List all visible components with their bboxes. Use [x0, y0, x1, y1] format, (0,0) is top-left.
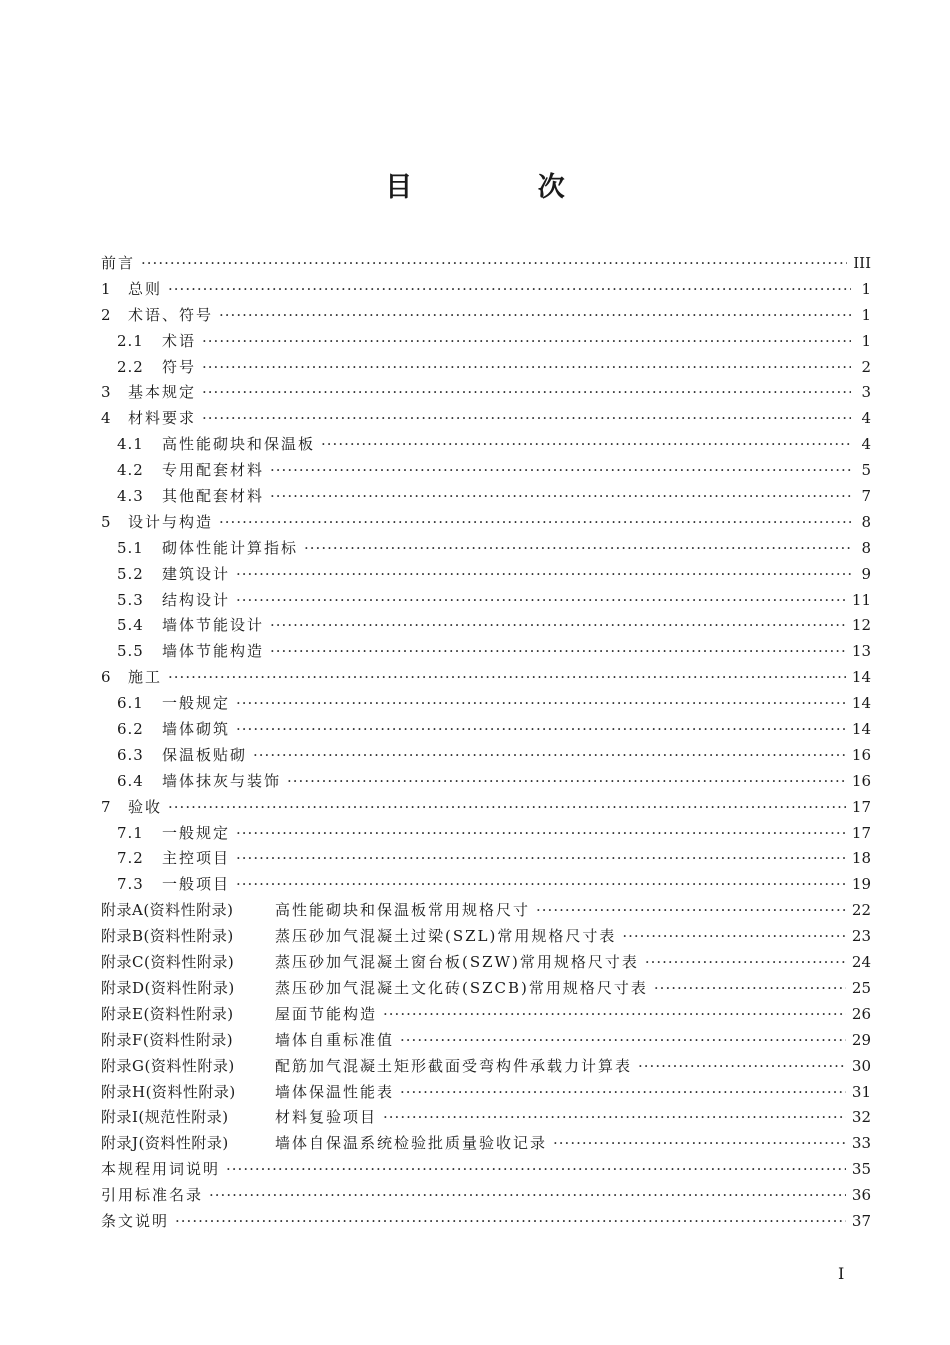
dot-leader [270, 613, 846, 639]
page-title: 目 次 [385, 172, 623, 203]
toc-subentry[interactable] [101, 355, 871, 381]
toc-entry-text: 建筑设计 [162, 564, 231, 583]
toc-appendix-i[interactable] [101, 1105, 871, 1131]
toc-entry-page: 19 [851, 875, 871, 894]
toc-subentry[interactable] [101, 458, 871, 484]
toc-entry-text: 验收 [128, 797, 163, 816]
toc-entry-text: 蒸压砂加气混凝土过梁(SZL)常用规格尺寸表 [275, 927, 617, 946]
dot-leader [141, 251, 847, 277]
toc-entry-text: 保温板贴砌 [162, 745, 248, 764]
dot-leader [400, 1028, 846, 1054]
toc-entry-page: 29 [851, 1030, 871, 1049]
toc-entry-number: 4 [101, 409, 112, 428]
toc-entry-number: 2.1 [117, 331, 144, 350]
toc-entry-text: 专用配套材料 [162, 461, 265, 480]
toc-entry-text: 条文说明 [101, 1211, 170, 1230]
dot-leader [270, 458, 851, 484]
toc-entry-page: 11 [851, 590, 871, 609]
dot-leader [168, 665, 846, 691]
dot-leader [304, 536, 851, 562]
toc-subentry[interactable] [101, 613, 871, 639]
toc-entry-text: 高性能砌块和保温板 [162, 435, 316, 454]
toc-appendix-label: 附录H(资料性附录) [101, 1082, 236, 1101]
dot-leader [321, 432, 851, 458]
toc-entry-text: 一般项目 [162, 875, 231, 894]
toc-appendix-d[interactable] [101, 976, 871, 1002]
toc-appendix-b[interactable] [101, 924, 871, 950]
toc-subentry[interactable] [101, 484, 871, 510]
toc-entry-page: 24 [851, 953, 871, 972]
toc-entry-page: 17 [851, 823, 871, 842]
toc-entry-number: 6 [101, 668, 112, 687]
toc-appendix-label: 附录C(资料性附录) [101, 953, 235, 972]
toc-entry-number: 7.2 [117, 849, 144, 868]
toc-entry-page: 1 [861, 331, 871, 350]
toc-entry-page: 5 [861, 461, 871, 480]
toc-appendix-label: 附录J(资料性附录) [101, 1134, 229, 1153]
dot-leader [553, 1131, 846, 1157]
toc-entry-number: 4.1 [117, 435, 144, 454]
toc-appendix-label: 附录D(资料性附录) [101, 978, 235, 997]
dot-leader [226, 1157, 846, 1183]
toc-entry-page: 4 [861, 409, 871, 428]
toc-entry-referenced-standards[interactable] [101, 1183, 871, 1209]
toc-entry-text: 墙体节能设计 [162, 616, 265, 635]
toc-entry-text: 材料复验项目 [275, 1108, 378, 1127]
dot-leader [270, 639, 846, 665]
toc-entry-text: 蒸压砂加气混凝土窗台板(SZW)常用规格尺寸表 [275, 953, 639, 972]
toc-entry[interactable] [101, 510, 871, 536]
toc-entry-text: 术语、符号 [128, 305, 214, 324]
toc-entry-text: 结构设计 [162, 590, 231, 609]
toc-entry-page: 14 [851, 668, 871, 687]
toc-subentry[interactable] [101, 872, 871, 898]
toc-subentry[interactable] [101, 329, 871, 355]
toc-entry-page: 22 [851, 901, 871, 920]
toc-entry-number: 3 [101, 383, 112, 402]
toc-appendix-c[interactable] [101, 950, 871, 976]
dot-leader [287, 769, 846, 795]
toc-entry-page: 35 [851, 1160, 871, 1179]
dot-leader [168, 277, 851, 303]
toc-entry-page: 14 [851, 720, 871, 739]
toc-entry-page: 31 [851, 1082, 871, 1101]
toc-entry-number: 6.2 [117, 720, 144, 739]
dot-leader [383, 1105, 846, 1131]
toc-subentry[interactable] [101, 743, 871, 769]
toc-entry-text: 砌体性能计算指标 [162, 538, 299, 557]
toc-subentry[interactable] [101, 588, 871, 614]
toc-entry-page: 37 [851, 1211, 871, 1230]
toc-entry-page: 26 [851, 1004, 871, 1023]
toc-entry-page: 36 [851, 1186, 871, 1205]
dot-leader [236, 846, 846, 872]
dot-leader [383, 1002, 846, 1028]
toc-entry-number: 1 [101, 279, 112, 298]
dot-leader [209, 1183, 846, 1209]
toc-entry-text: 前言 [101, 254, 136, 272]
toc-appendix-h[interactable] [101, 1080, 871, 1106]
dot-leader [253, 743, 846, 769]
toc-entry-page: 25 [851, 978, 871, 997]
dot-leader [219, 510, 851, 536]
toc-entry-text: 墙体自保温系统检验批质量验收记录 [275, 1134, 548, 1153]
toc-entry-page: 1 [861, 279, 871, 298]
dot-leader [202, 406, 851, 432]
dot-leader [236, 691, 846, 717]
toc-appendix-g[interactable] [101, 1054, 871, 1080]
toc-appendix-j[interactable] [101, 1131, 871, 1157]
toc-subentry[interactable] [101, 691, 871, 717]
toc-entry-text: 符号 [162, 357, 197, 376]
toc-entry-text: 引用标准名录 [101, 1186, 204, 1205]
page-number: I [838, 1264, 845, 1283]
toc-entry-text: 本规程用词说明 [101, 1160, 221, 1179]
toc-entry-number: 5.2 [117, 564, 144, 583]
dot-leader [202, 355, 851, 381]
toc-entry-page: 4 [861, 435, 871, 454]
toc-entry-clause-explanation[interactable] [101, 1209, 871, 1235]
toc-entry-text: 墙体抹灰与装饰 [162, 771, 282, 790]
toc-entry-text: 墙体保温性能表 [275, 1082, 395, 1101]
toc-entry-wording-explanation[interactable] [101, 1157, 871, 1183]
toc-appendix-label: 附录B(资料性附录) [101, 927, 234, 946]
toc-entry-text: 材料要求 [128, 409, 197, 428]
toc-entry-page: 8 [861, 512, 871, 531]
toc-entry-page: 30 [851, 1056, 871, 1075]
dot-leader [645, 950, 846, 976]
toc-entry-page: 12 [851, 616, 871, 635]
toc-entry-text: 其他配套材料 [162, 487, 265, 506]
toc-subentry[interactable] [101, 717, 871, 743]
dot-leader [400, 1080, 846, 1106]
toc-entry[interactable] [101, 406, 871, 432]
table-of-contents [101, 251, 871, 1235]
toc-entry-page: 13 [851, 642, 871, 661]
toc-entry-text: 一般规定 [162, 823, 231, 842]
toc-appendix-label: 附录A(资料性附录) [101, 901, 234, 920]
toc-entry-text: 配筋加气混凝土矩形截面受弯构件承载力计算表 [275, 1056, 633, 1075]
toc-subentry[interactable] [101, 562, 871, 588]
toc-entry-number: 5.3 [117, 590, 144, 609]
toc-entry-text: 蒸压砂加气混凝土文化砖(SZCB)常用规格尺寸表 [275, 978, 648, 997]
toc-subentry[interactable] [101, 769, 871, 795]
toc-subentry[interactable] [101, 821, 871, 847]
toc-appendix-a[interactable] [101, 898, 871, 924]
toc-entry-page: 23 [851, 927, 871, 946]
toc-appendix-label: 附录G(资料性附录) [101, 1056, 235, 1075]
dot-leader [219, 303, 851, 329]
dot-leader [270, 484, 851, 510]
toc-entry-text: 墙体自重标准值 [275, 1030, 395, 1049]
toc-entry-text: 屋面节能构造 [275, 1004, 378, 1023]
toc-entry-page: 16 [851, 745, 871, 764]
toc-entry-number: 4.3 [117, 487, 144, 506]
toc-entry-text: 术语 [162, 331, 197, 350]
toc-entry-text: 墙体节能构造 [162, 642, 265, 661]
toc-subentry[interactable] [101, 536, 871, 562]
toc-entry-number: 7.3 [117, 875, 144, 894]
toc-entry[interactable] [101, 303, 871, 329]
toc-entry-foreword[interactable] [101, 251, 871, 277]
toc-appendix-label: 附录F(资料性附录) [101, 1030, 234, 1049]
toc-entry-text: 高性能砌块和保温板常用规格尺寸 [275, 901, 531, 920]
dot-leader [202, 380, 851, 406]
toc-entry-page: 14 [851, 694, 871, 713]
dot-leader [175, 1209, 846, 1235]
toc-entry-page: 16 [851, 771, 871, 790]
toc-entry-text: 设计与构造 [128, 512, 214, 531]
toc-entry-number: 5 [101, 512, 112, 531]
toc-entry-number: 2.2 [117, 357, 144, 376]
toc-entry-page: 17 [851, 797, 871, 816]
toc-entry-page: 8 [861, 538, 871, 557]
toc-entry-page: 9 [861, 564, 871, 583]
toc-entry-number: 7 [101, 797, 112, 816]
toc-entry-page: 2 [861, 357, 871, 376]
toc-appendix-e[interactable] [101, 1002, 871, 1028]
toc-entry-number: 4.2 [117, 461, 144, 480]
toc-appendix-label: 附录E(资料性附录) [101, 1004, 234, 1023]
dot-leader [236, 588, 846, 614]
toc-entry-page: 7 [861, 487, 871, 506]
toc-appendix-label: 附录I(规范性附录) [101, 1108, 229, 1127]
toc-entry-number: 5.4 [117, 616, 144, 635]
toc-appendix-f[interactable] [101, 1028, 871, 1054]
toc-entry-page: 33 [851, 1134, 871, 1153]
dot-leader [236, 872, 846, 898]
toc-entry-number: 5.5 [117, 642, 144, 661]
toc-subentry[interactable] [101, 639, 871, 665]
toc-entry[interactable] [101, 795, 871, 821]
toc-entry-page: 3 [861, 383, 871, 402]
dot-leader [638, 1054, 846, 1080]
dot-leader [236, 717, 846, 743]
toc-entry-number: 6.3 [117, 745, 144, 764]
toc-entry-text: 基本规定 [128, 383, 197, 402]
toc-entry-number: 2 [101, 305, 112, 324]
toc-entry-number: 7.1 [117, 823, 144, 842]
dot-leader [236, 821, 846, 847]
toc-entry-text: 主控项目 [162, 849, 231, 868]
toc-entry-number: 5.1 [117, 538, 144, 557]
toc-subentry[interactable] [101, 432, 871, 458]
dot-leader [168, 795, 846, 821]
toc-entry-text: 总则 [128, 279, 163, 298]
dot-leader [536, 898, 846, 924]
toc-subentry[interactable] [101, 846, 871, 872]
toc-entry[interactable] [101, 665, 871, 691]
toc-entry-number: 6.1 [117, 694, 144, 713]
dot-leader [202, 329, 851, 355]
toc-entry-text: 施工 [128, 668, 163, 687]
toc-entry-page: 18 [851, 849, 871, 868]
toc-entry-page: 1 [861, 305, 871, 324]
dot-leader [236, 562, 851, 588]
toc-entry[interactable] [101, 380, 871, 406]
toc-entry-number: 6.4 [117, 771, 144, 790]
toc-entry-page: 32 [851, 1108, 871, 1127]
dot-leader [622, 924, 846, 950]
toc-entry-text: 一般规定 [162, 694, 231, 713]
toc-entry-page: III [853, 254, 871, 272]
toc-entry-text: 墙体砌筑 [162, 720, 231, 739]
toc-entry[interactable] [101, 277, 871, 303]
dot-leader [654, 976, 846, 1002]
